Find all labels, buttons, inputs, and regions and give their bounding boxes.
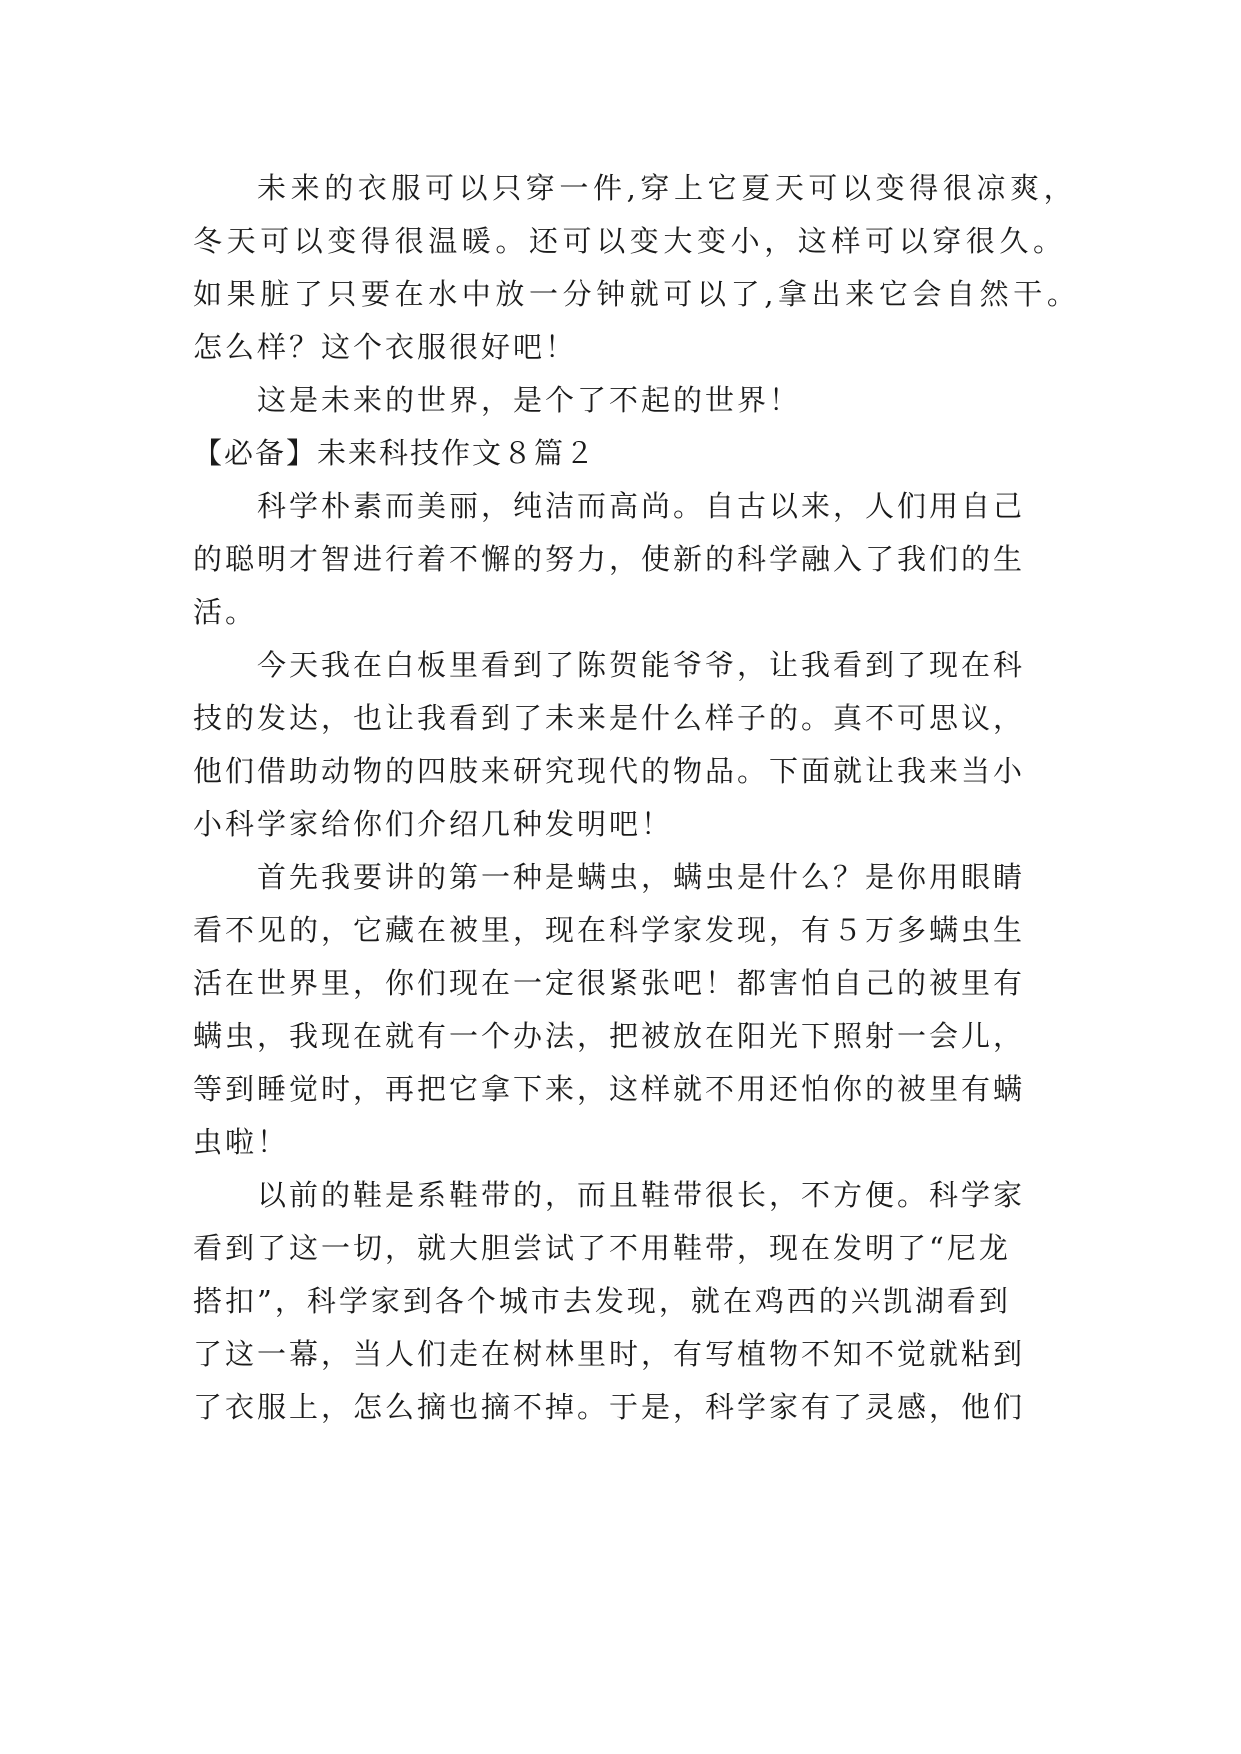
- paragraph-line: 看到了这一切，就大胆尝试了不用鞋带，现在发明了“尼龙: [193, 1231, 1011, 1265]
- paragraph-line: 小科学家给你们介绍几种发明吧！: [193, 807, 674, 841]
- paragraph-line: 以前的鞋是系鞋带的，而且鞋带很长，不方便。科学家: [257, 1178, 1026, 1212]
- paragraph-line: 冬天可以变得很温暖。还可以变大变小，这样可以穿很久。: [193, 224, 1067, 258]
- paragraph-line: 首先我要讲的第一种是螨虫，螨虫是什么？是你用眼睛: [257, 860, 1026, 894]
- paragraph-line: 螨虫，我现在就有一个办法，把被放在阳光下照射一会儿，: [193, 1019, 1026, 1053]
- paragraph-line: 他们借助动物的四肢来研究现代的物品。下面就让我来当小: [193, 754, 1026, 788]
- paragraph-line: 的聪明才智进行着不懈的努力，使新的科学融入了我们的生: [193, 542, 1026, 576]
- paragraph-line: 了衣服上，怎么摘也摘不掉。于是，科学家有了灵感，他们: [193, 1390, 1026, 1424]
- paragraph-line: 搭扣”，科学家到各个城市去发现，就在鸡西的兴凯湖看到: [193, 1284, 1011, 1318]
- paragraph-line: 今天我在白板里看到了陈贺能爷爷，让我看到了现在科: [257, 648, 1026, 682]
- paragraph-line: 活在世界里，你们现在一定很紧张吧！都害怕自己的被里有: [193, 966, 1026, 1000]
- paragraph-line: 未来的衣服可以只穿一件,穿上它夏天可以变得很凉爽，: [257, 171, 1078, 205]
- paragraph-line: 怎么样？这个衣服很好吧！: [193, 330, 578, 364]
- paragraph-line: 等到睡觉时，再把它拿下来，这样就不用还怕你的被里有螨: [193, 1072, 1026, 1106]
- paragraph-line: 活。: [193, 595, 258, 629]
- paragraph-line: 虫啦！: [193, 1125, 290, 1159]
- section-heading: 【必备】未来科技作文８篇２: [193, 436, 597, 470]
- paragraph-line: 科学朴素而美丽，纯洁而高尚。自古以来，人们用自己: [257, 489, 1026, 523]
- paragraph-line: 技的发达，也让我看到了未来是什么样子的。真不可思议，: [193, 701, 1026, 735]
- paragraph-line: 如果脏了只要在水中放一分钟就可以了,拿出来它会自然干。: [193, 277, 1081, 311]
- paragraph-line: 看不见的，它藏在被里，现在科学家发现，有５万多螨虫生: [193, 913, 1026, 947]
- paragraph-line: 了这一幕，当人们走在树林里时，有写植物不知不觉就粘到: [193, 1337, 1026, 1371]
- paragraph-line: 这是未来的世界，是个了不起的世界！: [257, 383, 802, 417]
